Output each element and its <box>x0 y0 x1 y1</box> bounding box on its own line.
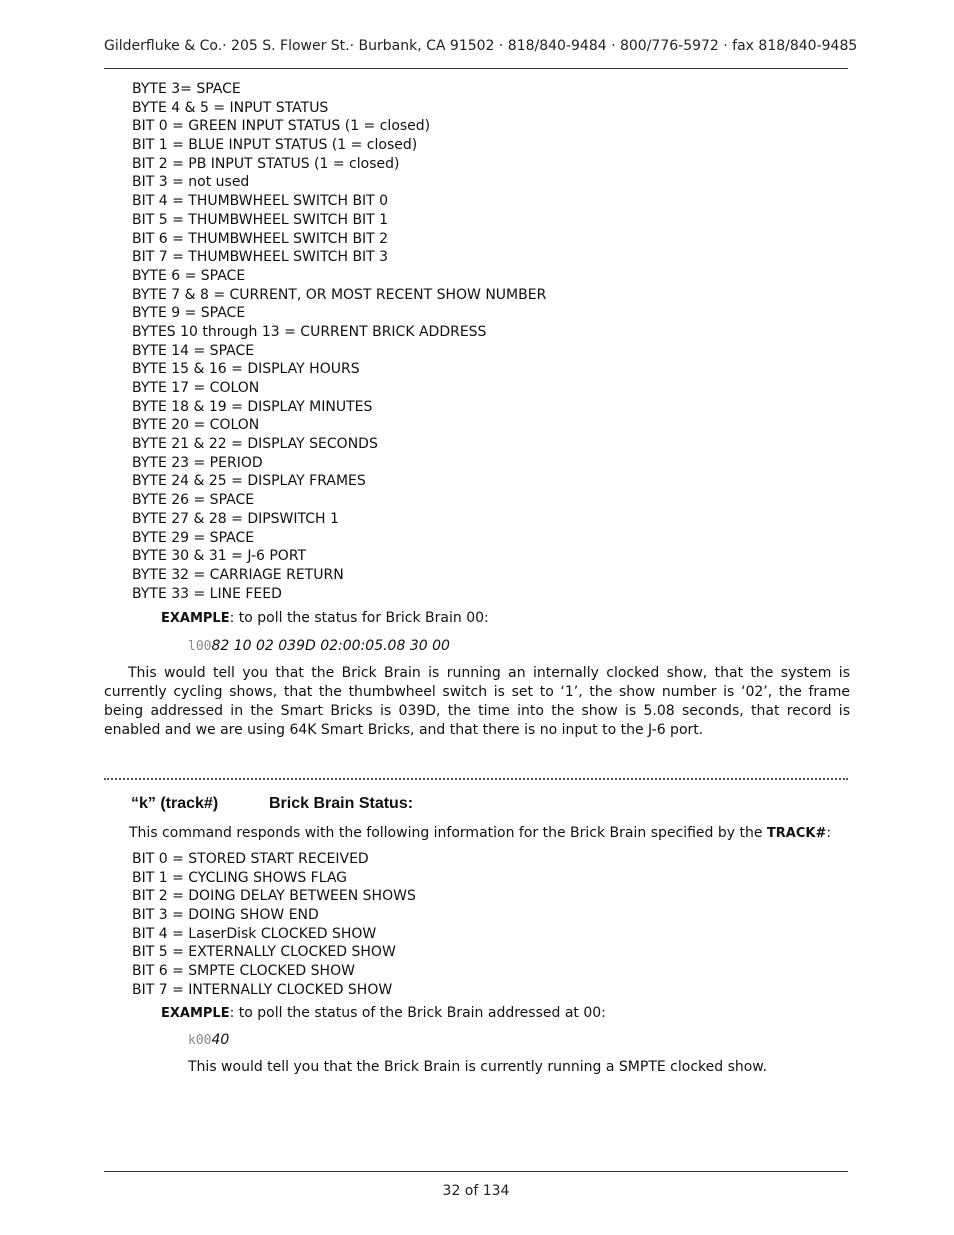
list-item: BIT 3 = not used <box>132 174 250 191</box>
list-item: BIT 2 = DOING DELAY BETWEEN SHOWS <box>132 888 416 905</box>
list-item: BYTE 24 & 25 = DISPLAY FRAMES <box>132 473 366 490</box>
list-item: BIT 6 = SMPTE CLOCKED SHOW <box>132 963 355 980</box>
example-2-code <box>188 1032 229 1048</box>
list-item: BYTE 15 & 16 = DISPLAY HOURS <box>132 361 360 378</box>
list-item: BYTE 6 = SPACE <box>132 267 246 284</box>
section-heading <box>131 795 414 813</box>
list-item: BIT 1 = BLUE INPUT STATUS (1 = closed) <box>132 137 418 154</box>
list-item: BYTE 14 = SPACE <box>132 342 255 359</box>
list-item: BIT 1 = CYCLING SHOWS FLAG <box>132 869 348 886</box>
list-item: BIT 7 = THUMBWHEEL SWITCH BIT 3 <box>132 249 389 266</box>
intro-text: This command responds with the following information for the Brick Brain specified by the <box>129 825 767 841</box>
list-item: BYTE 26 = SPACE <box>132 492 255 509</box>
list-item: BIT 2 = PB INPUT STATUS (1 = closed) <box>132 155 400 172</box>
list-item: BYTE 4 & 5 = INPUT STATUS <box>132 99 329 116</box>
list-item: BIT 7 = INTERNALLY CLOCKED SHOW <box>132 981 393 998</box>
example-1-code <box>188 638 450 654</box>
list-item: BYTE 27 & 28 = DIPSWITCH 1 <box>132 510 339 527</box>
list-item: BIT 0 = GREEN INPUT STATUS (1 = closed) <box>132 118 431 135</box>
command-text: l00 <box>188 639 212 654</box>
list-item: BYTE 9 = SPACE <box>132 305 246 322</box>
intro-end: : <box>826 825 832 841</box>
example-label: EXAMPLE <box>161 611 230 626</box>
example-text: : to poll the status for Brick Brain 00: <box>229 610 489 626</box>
list-item: BIT 4 = LaserDisk CLOCKED SHOW <box>132 925 377 942</box>
list-item: BYTE 20 = COLON <box>132 417 260 434</box>
page-header: Gilderfluke & Co.· 205 S. Flower St.· Burbank, CA 91502 · 818/840-9484 · 800/776-5972 · fax 818/840-9485 <box>104 38 858 54</box>
explanation-paragraph: This would tell you that the Brick Brain is running an internally clocked show, that the system is currently cycling shows, that the thumbwheel switch is set to ‘1’, the show number is ‘02’, the frame being addressed in the Smart Bricks is 039D, the time into the show is 5.08 seconds, that record is enabled and we are using 64K Smart Bricks, and that there is no input to the J-6 port. <box>104 665 850 738</box>
list-item: BYTE 21 & 22 = DISPLAY SECONDS <box>132 436 378 453</box>
response-text: 82 10 02 039D 02:00:05.08 30 00 <box>211 638 450 654</box>
list-item: BYTE 3= SPACE <box>132 81 241 97</box>
list-item: BYTE 33 = LINE FEED <box>132 585 282 602</box>
command-text: k00 <box>188 1033 212 1048</box>
section-title: Brick Brain Status: <box>269 795 414 812</box>
header-rule <box>104 68 848 69</box>
list-item: BYTE 17 = COLON <box>132 380 260 396</box>
section-intro <box>129 825 831 841</box>
list-item: BIT 0 = STORED START RECEIVED <box>132 851 369 867</box>
list-item: BYTE 29 = SPACE <box>132 529 255 546</box>
response-text: 40 <box>211 1032 230 1048</box>
example-2 <box>161 1005 606 1021</box>
list-item: BIT 6 = THUMBWHEEL SWITCH BIT 2 <box>132 230 389 247</box>
list-item: BIT 5 = EXTERNALLY CLOCKED SHOW <box>132 944 396 961</box>
section-divider <box>104 778 848 780</box>
page-number: 32 of 134 <box>442 1183 510 1199</box>
list-item: BYTES 10 through 13 = CURRENT BRICK ADDRESS <box>132 323 487 340</box>
list-item: BYTE 23 = PERIOD <box>132 454 263 471</box>
list-item: BYTE 18 & 19 = DISPLAY MINUTES <box>132 398 373 415</box>
list-item: BIT 3 = DOING SHOW END <box>132 907 319 924</box>
status-bits-list <box>132 850 416 1000</box>
example-text: : to poll the status of the Brick Brain addressed at 00: <box>229 1005 606 1021</box>
list-item: BYTE 7 & 8 = CURRENT, OR MOST RECENT SHOW NUMBER <box>132 286 547 303</box>
example-1 <box>161 610 489 626</box>
section-command: “k” (track#) <box>131 795 219 812</box>
list-item: BYTE 32 = CARRIAGE RETURN <box>132 566 344 583</box>
list-item: BIT 5 = THUMBWHEEL SWITCH BIT 1 <box>132 211 389 228</box>
intro-bold: TRACK# <box>766 826 827 841</box>
example-label: EXAMPLE <box>161 1006 230 1021</box>
status-byte-list <box>132 80 546 603</box>
footer-rule <box>104 1171 848 1172</box>
list-item: BIT 4 = THUMBWHEEL SWITCH BIT 0 <box>132 193 389 210</box>
list-item: BYTE 30 & 31 = J-6 PORT <box>132 548 307 565</box>
example-2-result: This would tell you that the Brick Brain is currently running a SMPTE clocked show. <box>188 1059 767 1075</box>
